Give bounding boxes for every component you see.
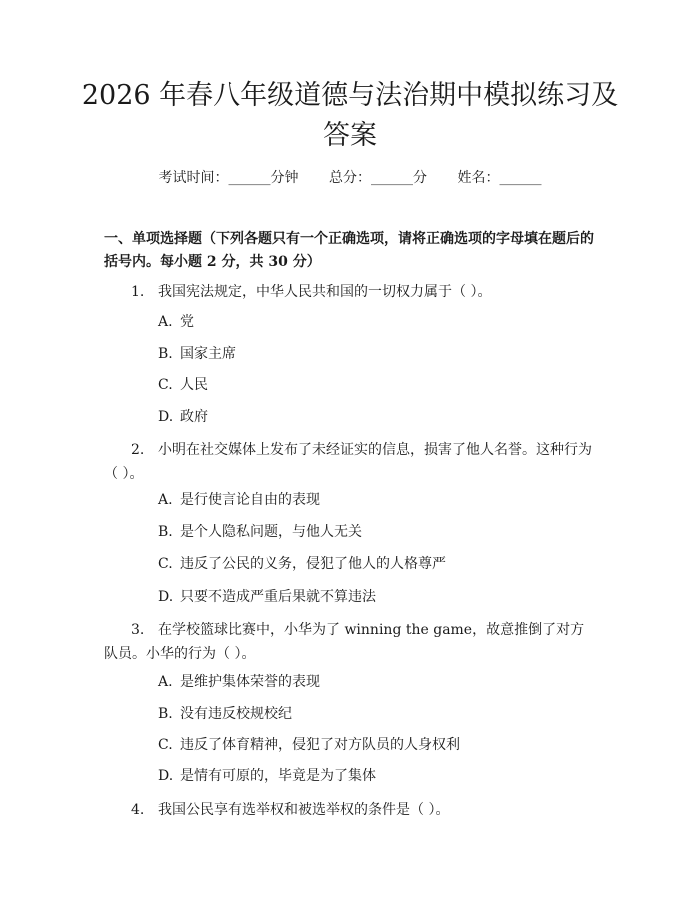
- option-letter: A.: [158, 674, 173, 690]
- question-3: [104, 618, 594, 666]
- question-4: [104, 798, 594, 822]
- student-name-field: 姓名：______: [457, 170, 542, 186]
- question-1: [104, 280, 594, 304]
- document-title: 2026 年春八年级道德与法治期中模拟练习及答案: [81, 80, 619, 151]
- option-letter: C.: [158, 737, 173, 753]
- option-letter: C.: [158, 556, 173, 572]
- question-3-option-a: [158, 672, 588, 692]
- option-letter: C.: [158, 377, 173, 393]
- section-heading: 一、单项选择题（下列各题只有一个正确选项，请将正确选项的字母填在题后的括号内。每小题 2 分，共 30 分）: [104, 231, 594, 270]
- question-2-option-b: [158, 522, 588, 542]
- option-letter: A.: [158, 314, 173, 330]
- option-letter: B.: [158, 706, 173, 722]
- question-number: 4.: [131, 802, 145, 818]
- question-2: [104, 438, 594, 486]
- option-text: 违反了体育精神，侵犯了对方队员的人身权利: [180, 737, 460, 753]
- question-2-option-c: [158, 554, 588, 574]
- question-text: 小明在社交媒体上发布了未经证实的信息，损害了他人名誉。这种行为（ ）。: [104, 442, 592, 482]
- option-text: 是维护集体荣誉的表现: [180, 674, 320, 690]
- option-text: 是情有可原的，毕竟是为了集体: [180, 768, 376, 784]
- option-letter: D.: [158, 768, 174, 784]
- question-number: 2.: [131, 442, 145, 458]
- option-text: 违反了公民的义务，侵犯了他人的人格尊严: [180, 556, 446, 572]
- question-1-option-b: [158, 344, 588, 364]
- question-number: 1.: [131, 284, 145, 300]
- exam-meta-line: [0, 168, 700, 188]
- question-2-option-a: [158, 490, 588, 510]
- question-1-option-c: [158, 375, 588, 395]
- option-letter: D.: [158, 409, 174, 425]
- option-text: 没有违反校规校纪: [180, 706, 292, 722]
- option-text: 国家主席: [180, 346, 236, 362]
- question-2-option-d: [158, 587, 588, 607]
- question-3-option-d: [158, 766, 588, 786]
- option-text: 政府: [180, 409, 208, 425]
- question-3-option-b: [158, 704, 588, 724]
- option-letter: B.: [158, 346, 173, 362]
- option-text: 是行使言论自由的表现: [180, 492, 320, 508]
- option-letter: B.: [158, 524, 173, 540]
- question-text: 在学校篮球比赛中，小华为了 winning the game，故意推倒了对方队员。小华的行为（ ）。: [104, 622, 585, 662]
- exam-time-field: 考试时间：______分钟: [158, 170, 299, 186]
- option-letter: A.: [158, 492, 173, 508]
- question-1-option-d: [158, 407, 588, 427]
- question-text: 我国宪法规定，中华人民共和国的一切权力属于（ ）。: [158, 284, 492, 300]
- option-text: 是个人隐私问题，与他人无关: [180, 524, 362, 540]
- question-number: 3.: [131, 622, 145, 638]
- option-text: 人民: [180, 377, 208, 393]
- option-text: 党: [180, 314, 194, 330]
- option-text: 只要不造成严重后果就不算违法: [180, 589, 376, 605]
- option-letter: D.: [158, 589, 174, 605]
- question-3-option-c: [158, 735, 588, 755]
- total-score-field: 总分：______分: [329, 170, 427, 186]
- question-1-option-a: [158, 312, 588, 332]
- question-text: 我国公民享有选举权和被选举权的条件是（ ）。: [158, 802, 450, 818]
